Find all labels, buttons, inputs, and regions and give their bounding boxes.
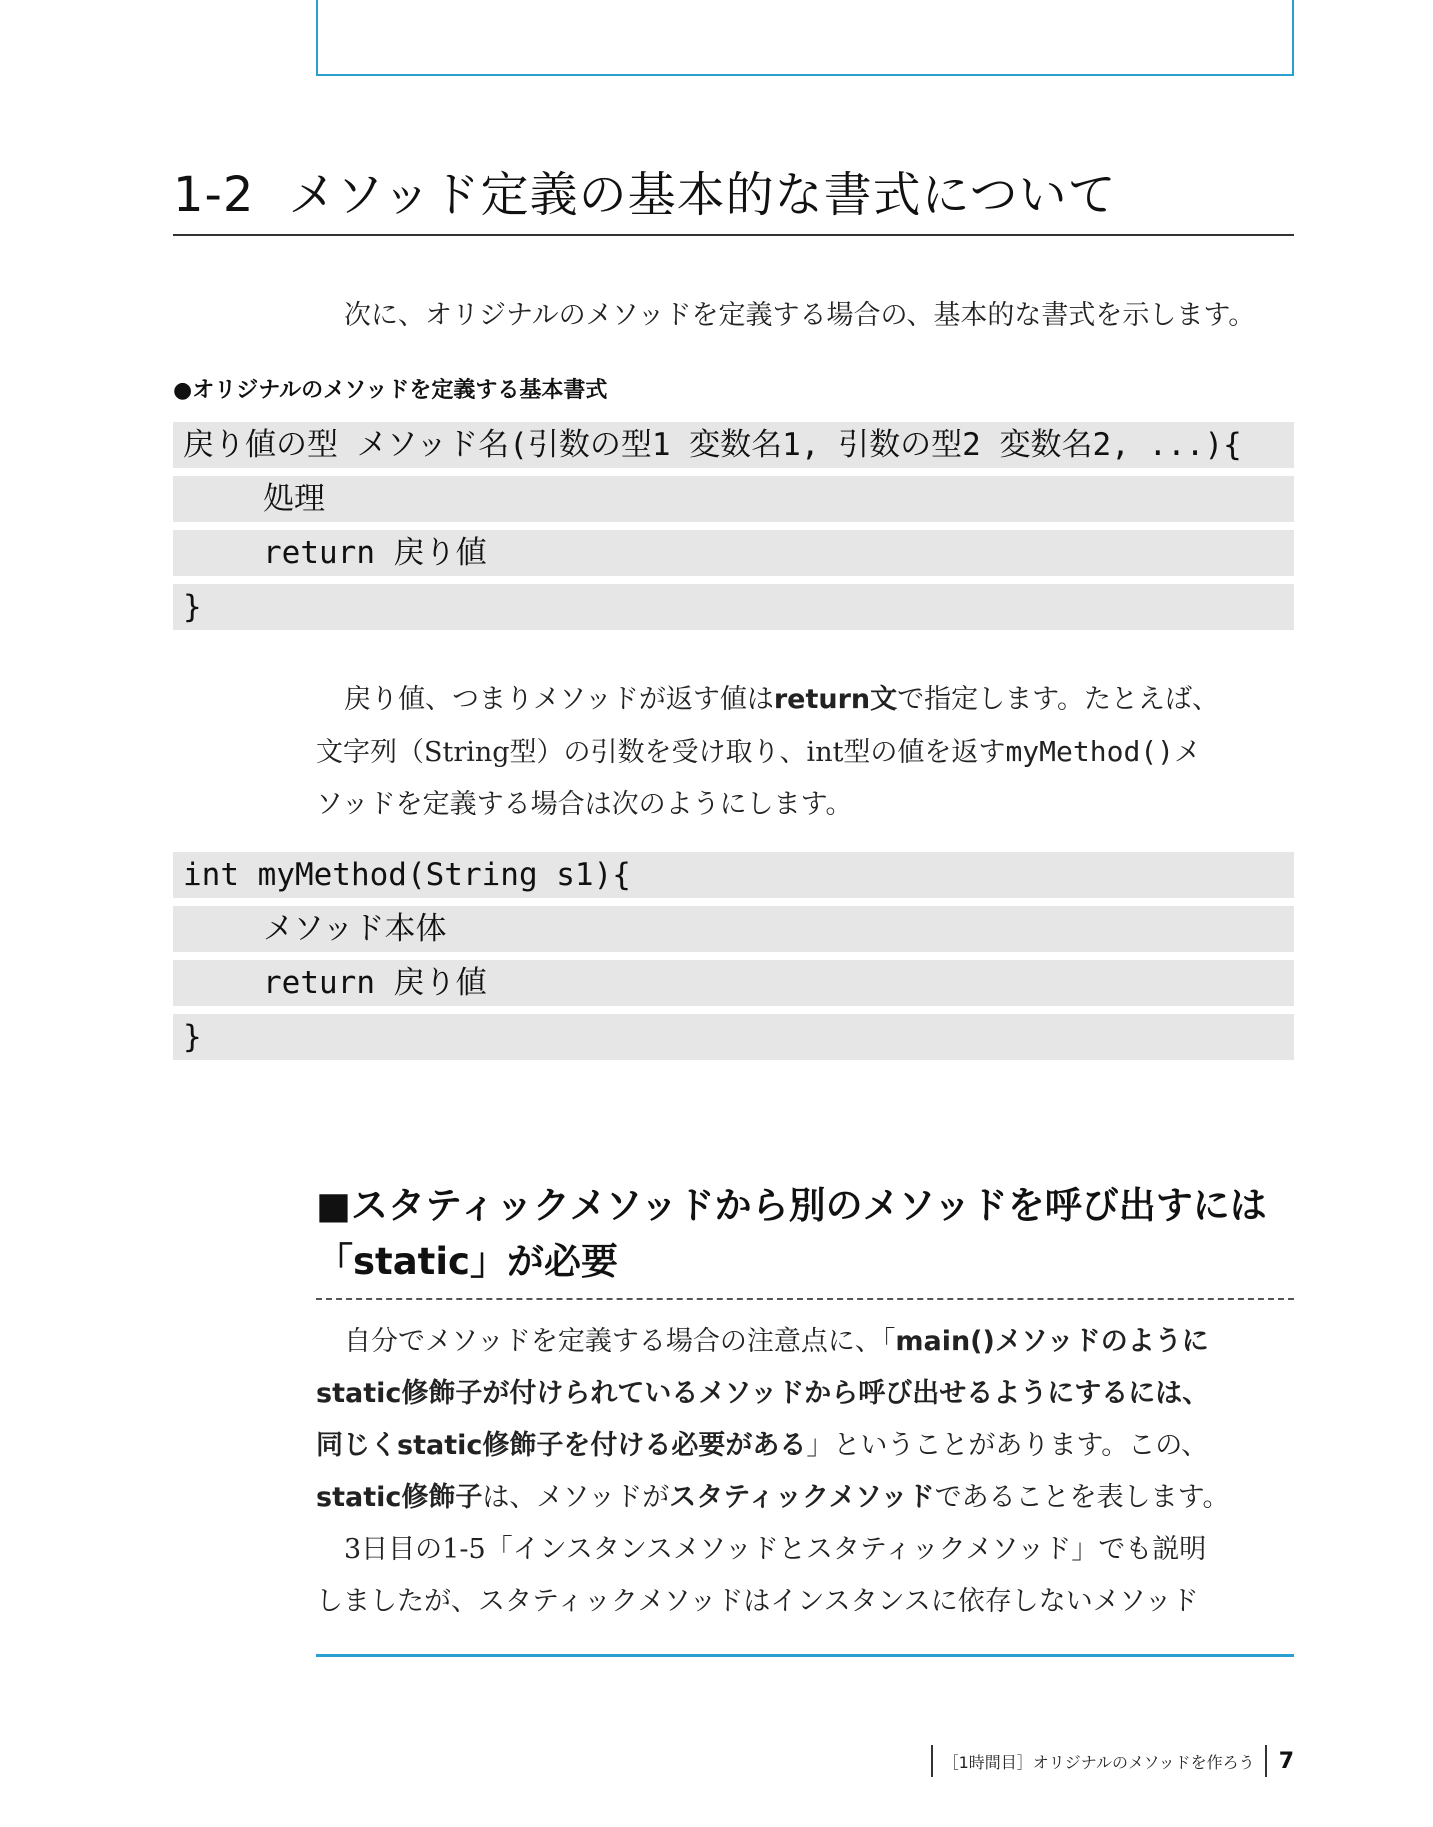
- text-run: 自分でメソッドを定義する場合の注意点に、「: [344, 1326, 896, 1357]
- code-mymethod: myMethod(): [1005, 735, 1175, 768]
- static-explanation-paragraph: [316, 1316, 1296, 1628]
- sub-heading-line: 「static」が必要: [316, 1240, 618, 1283]
- section-title: [173, 160, 1294, 236]
- emphasis-text: 同じくstatic修飾子を付ける必要がある: [316, 1430, 807, 1461]
- bottom-rule: [316, 1654, 1294, 1657]
- sub-heading-line: ■スタティックメソッドから別のメソッドを呼び出すには: [316, 1184, 1267, 1227]
- text-run: は、メソッドが: [482, 1482, 670, 1513]
- paragraph-line: 3日目の1-5「インスタンスメソッドとスタティックメソッド」でも説明: [344, 1534, 1207, 1565]
- sub-heading: [316, 1178, 1294, 1300]
- emphasis-text: static修飾子が付けられているメソッドから呼び出せるようにするには、: [316, 1378, 1210, 1409]
- text-run: 」ということがあります。この、: [806, 1430, 1209, 1461]
- code-block-mymethod: [173, 852, 1294, 1068]
- text-run: であることを表します。: [934, 1482, 1230, 1513]
- paragraph-line: [316, 1368, 1296, 1420]
- section-title-text: メソッド定義の基本的な書式について: [288, 167, 1117, 223]
- keyword-return: return文: [773, 684, 898, 715]
- text-run: 文字列（String型）の引数を受け取り、int型の値を返す: [316, 737, 1006, 768]
- code-line: 戻り値の型 メソッド名(引数の型1 変数名1, 引数の型2 変数名2, ...){: [173, 422, 1294, 468]
- top-note-box-frame: [316, 0, 1294, 76]
- code-line: int myMethod(String s1){: [173, 852, 1294, 898]
- code-line: 処理: [173, 476, 1294, 522]
- emphasis-text: main()メソッドのように: [895, 1326, 1209, 1357]
- code-line: return 戻り値: [173, 530, 1294, 576]
- text-run: メ: [1174, 737, 1202, 768]
- paragraph-line: [316, 1420, 1296, 1472]
- code-block-basic-syntax: [173, 422, 1294, 638]
- paragraph-line: [316, 674, 1296, 726]
- paragraph-line: [316, 1472, 1296, 1524]
- code-line: return 戻り値: [173, 960, 1294, 1006]
- paragraph-line: [316, 726, 1296, 779]
- code-line: メソッド本体: [173, 906, 1294, 952]
- emphasis-text: スタティックメソッド: [669, 1482, 935, 1513]
- paragraph-line: [316, 1316, 1296, 1368]
- paragraph-line: ソッドを定義する場合は次のようにします。: [316, 789, 853, 820]
- text-run: 戻り値、つまりメソッドが返す値は: [344, 684, 774, 715]
- code-line: }: [173, 1014, 1294, 1060]
- page-number: 7: [1278, 1748, 1294, 1774]
- code-caption: ●オリジナルのメソッドを定義する基本書式: [173, 378, 608, 403]
- footer-chapter-title: ［1時間目］オリジナルのメソッドを作ろう: [942, 1752, 1255, 1772]
- text-run: で指定します。たとえば、: [897, 684, 1219, 715]
- section-number: 1-2: [173, 167, 255, 223]
- intro-paragraph: 次に、オリジナルのメソッドを定義する場合の、基本的な書式を示します。: [344, 300, 1256, 331]
- code-line: }: [173, 584, 1294, 630]
- emphasis-text: static修飾子: [316, 1482, 483, 1513]
- page-footer: [900, 1742, 1294, 1780]
- paragraph-line: しましたが、スタティックメソッドはインスタンスに依存しないメソッド: [316, 1586, 1199, 1617]
- return-explanation-paragraph: [316, 674, 1296, 831]
